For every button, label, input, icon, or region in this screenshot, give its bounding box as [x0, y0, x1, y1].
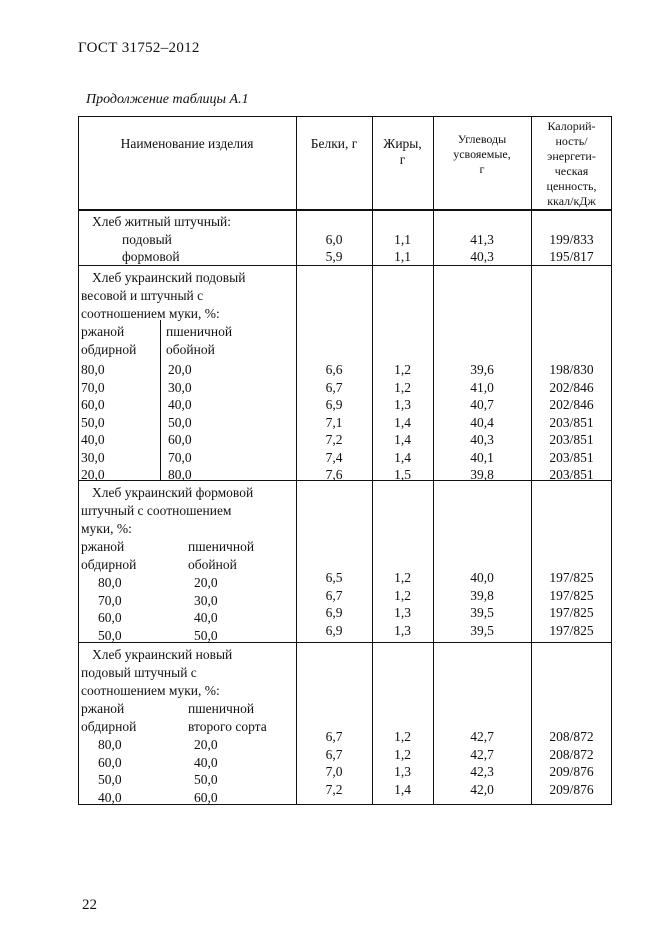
fat-value: 1,2 [394, 587, 411, 603]
wheat-share: 70,0 [168, 449, 192, 465]
carbs-value: 40,3 [470, 249, 494, 264]
carbs-value: 41,3 [470, 232, 494, 247]
wheat-share: 40,0 [168, 397, 192, 412]
wheat-share: 50,0 [194, 772, 218, 787]
fat-value: 1,3 [394, 764, 411, 779]
rye-subheader: ржаной [81, 324, 125, 339]
energy-value: 202/846 [549, 397, 594, 412]
wheat-share: 60,0 [194, 789, 218, 805]
protein-value: 6,7 [325, 729, 343, 744]
wheat-subheader: обойной [188, 557, 237, 572]
wheat-subheader: пшеничной [188, 701, 255, 716]
carbs-value: 42,7 [470, 729, 494, 744]
energy-value: 197/825 [549, 622, 594, 638]
energy-value: 202/846 [549, 379, 594, 395]
fat-value: 1,3 [394, 622, 411, 638]
protein-value: 7,2 [325, 432, 343, 447]
carbs-value: 42,0 [470, 781, 494, 797]
protein-value: 6,9 [325, 605, 343, 620]
rye-share: 20,0 [81, 467, 105, 482]
energy-value: 197/825 [549, 570, 594, 585]
protein-value: 6,6 [325, 362, 343, 377]
rye-share: 50,0 [98, 772, 122, 787]
protein-value: 7,1 [325, 414, 343, 430]
fat-value: 1,2 [394, 362, 411, 377]
rye-share: 30,0 [81, 449, 105, 465]
carbs-value: 39,5 [470, 622, 494, 638]
energy-value: 197/825 [549, 587, 594, 603]
protein-value: 6,9 [325, 622, 343, 638]
carbs-value: 40,4 [470, 414, 494, 430]
fat-value: 1,1 [394, 232, 411, 247]
rye-share: 60,0 [81, 397, 105, 412]
row-label: подовый [122, 232, 172, 247]
wheat-share: 30,0 [168, 379, 192, 395]
wheat-share: 40,0 [194, 610, 218, 625]
rye-subheader: ржаной [81, 701, 125, 716]
col-header-fat: Жиры, г [383, 136, 422, 167]
energy-value: 203/851 [549, 414, 594, 430]
fat-value: 1,3 [394, 397, 411, 412]
fat-value: 1,2 [394, 379, 411, 395]
fat-value: 1,4 [394, 414, 411, 430]
protein-value: 5,9 [325, 249, 343, 264]
protein-value: 7,2 [325, 781, 343, 797]
rye-share: 80,0 [81, 362, 105, 377]
rye-subheader: обдирной [81, 557, 137, 572]
section-divider [78, 642, 612, 643]
energy-value: 198/830 [549, 362, 594, 377]
rye-share: 70,0 [81, 379, 105, 395]
protein-value: 6,5 [325, 570, 343, 585]
fat-value: 1,4 [394, 781, 411, 797]
fat-value: 1,5 [394, 467, 411, 482]
header-divider [78, 209, 612, 211]
section-divider [78, 265, 612, 266]
row-label: формовой [122, 249, 180, 264]
carbs-value: 42,3 [470, 764, 494, 779]
col-header-name: Наименование изделия [120, 136, 254, 151]
fat-value: 1,3 [394, 605, 411, 620]
rye-share: 40,0 [98, 789, 122, 805]
section-title: соотношением муки, %: [81, 306, 220, 321]
carbs-value: 39,8 [470, 587, 494, 603]
rye-subheader: обдирной [81, 719, 137, 734]
protein-value: 6,7 [325, 587, 343, 603]
rye-share: 50,0 [98, 627, 122, 643]
section-title: Хлеб житный штучный: [92, 214, 231, 229]
carbs-value: 41,0 [470, 379, 494, 395]
rye-share: 80,0 [98, 575, 122, 590]
wheat-share: 40,0 [194, 754, 218, 770]
carbs-value: 40,1 [470, 449, 494, 465]
section-title: соотношением муки, %: [81, 683, 220, 698]
table-caption: Продолжение таблицы А.1 [86, 92, 249, 107]
rye-share: 70,0 [98, 592, 122, 608]
rye-share: 40,0 [81, 432, 105, 447]
energy-value: 203/851 [549, 467, 594, 482]
energy-value: 208/872 [549, 746, 594, 762]
page-number: 22 [82, 897, 97, 913]
wheat-share: 20,0 [194, 575, 218, 590]
rye-subheader: обдирной [81, 342, 137, 357]
subcol-divider [160, 320, 161, 480]
carbs-value: 39,6 [470, 362, 494, 377]
protein-value: 6,7 [325, 379, 343, 395]
section-title: подовый штучный с [81, 665, 197, 680]
fat-value: 1,2 [394, 729, 411, 744]
col-header-energy: Калорий- ность/ энергети- ческая ценность, ккал/кДж [546, 119, 597, 208]
carbs-value: 40,7 [470, 397, 494, 412]
section-title: Хлеб украинский новый [92, 647, 233, 662]
protein-value: 7,0 [325, 764, 343, 779]
energy-value: 203/851 [549, 449, 594, 465]
wheat-share: 30,0 [194, 592, 218, 608]
fat-value: 1,2 [394, 570, 411, 585]
energy-value: 209/876 [549, 764, 594, 779]
section-title: весовой и штучный с [81, 288, 204, 303]
wheat-share: 50,0 [168, 414, 192, 430]
rye-share: 50,0 [81, 414, 105, 430]
energy-value: 203/851 [549, 432, 594, 447]
protein-value: 6,9 [325, 397, 343, 412]
wheat-subheader: пшеничной [166, 324, 233, 339]
wheat-subheader: пшеничной [188, 539, 255, 554]
fat-value: 1,4 [394, 449, 411, 465]
document-header: ГОСТ 31752–2012 [78, 40, 200, 56]
rye-share: 80,0 [98, 737, 122, 752]
energy-value: 199/833 [549, 232, 594, 247]
rye-share: 60,0 [98, 610, 122, 625]
rye-subheader: ржаной [81, 539, 125, 554]
wheat-subheader: второго сорта [188, 719, 267, 734]
wheat-share: 50,0 [194, 627, 218, 643]
wheat-share: 60,0 [168, 432, 192, 447]
energy-value: 195/817 [549, 249, 594, 264]
wheat-share: 20,0 [168, 362, 192, 377]
col-header-carbs: Углеводы усвояемые, г [453, 132, 511, 176]
wheat-subheader: обойной [166, 342, 215, 357]
energy-value: 208/872 [549, 729, 594, 744]
carbs-value: 39,5 [470, 605, 494, 620]
energy-value: 209/876 [549, 781, 594, 797]
section-title: Хлеб украинский формовой [92, 485, 254, 500]
carbs-value: 40,0 [470, 570, 494, 585]
col-header-protein: Белки, г [310, 136, 358, 151]
section-title: штучный с соотношением [81, 503, 232, 518]
protein-value: 6,7 [325, 746, 343, 762]
fat-value: 1,4 [394, 432, 411, 447]
fat-value: 1,2 [394, 746, 411, 762]
rye-share: 60,0 [98, 754, 122, 770]
protein-value: 6,0 [325, 232, 343, 247]
protein-value: 7,4 [325, 449, 343, 465]
carbs-value: 42,7 [470, 746, 494, 762]
wheat-share: 20,0 [194, 737, 218, 752]
wheat-share: 80,0 [168, 467, 192, 482]
carbs-value: 40,3 [470, 432, 494, 447]
section-title: муки, %: [81, 521, 132, 536]
fat-value: 1,1 [394, 249, 411, 264]
section-title: Хлеб украинский подовый [92, 270, 246, 285]
nutrition-table [78, 116, 612, 805]
carbs-value: 39,8 [470, 467, 494, 482]
protein-value: 7,6 [325, 467, 343, 482]
energy-value: 197/825 [549, 605, 594, 620]
